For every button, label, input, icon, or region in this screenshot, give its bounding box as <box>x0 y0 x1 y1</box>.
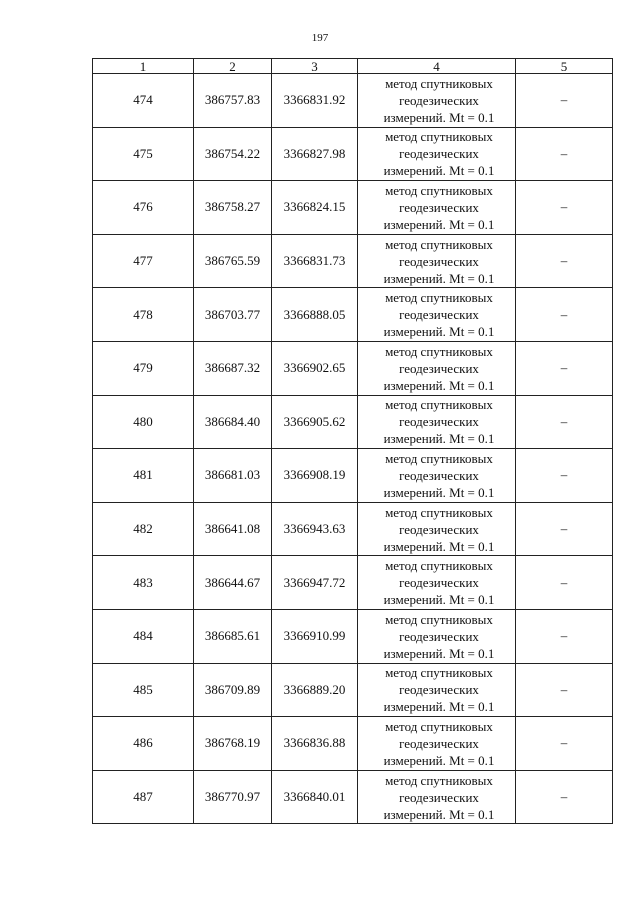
method-text-line: измерений. Mt = 0.1 <box>383 538 495 554</box>
method-text-line: метод спутниковых <box>385 75 493 91</box>
table-row <box>93 341 613 395</box>
note-cell: – <box>516 556 613 610</box>
method-text-line: метод спутниковых <box>385 772 493 788</box>
table-row <box>93 663 613 717</box>
point-number-cell: 480 <box>93 395 194 449</box>
method-text-line: метод спутниковых <box>385 343 493 359</box>
note-cell: – <box>516 288 613 342</box>
table-row <box>93 288 613 342</box>
method-cell <box>358 288 516 342</box>
method-text-line: геодезических <box>399 146 479 162</box>
x-coordinate-cell: 386754.22 <box>194 127 272 181</box>
note-cell: – <box>516 234 613 288</box>
method-text-line: геодезических <box>399 307 479 323</box>
x-coordinate-cell: 386644.67 <box>194 556 272 610</box>
point-number-cell: 487 <box>93 770 194 824</box>
point-number-cell: 475 <box>93 127 194 181</box>
method-text-line: измерений. Mt = 0.1 <box>383 752 495 768</box>
method-text-line: измерений. Mt = 0.1 <box>383 377 495 393</box>
y-coordinate-cell: 3366827.98 <box>272 127 358 181</box>
method-text-line: метод спутниковых <box>385 397 493 413</box>
method-text-line: геодезических <box>399 199 479 215</box>
y-coordinate-cell: 3366831.73 <box>272 234 358 288</box>
method-text-line: метод спутниковых <box>385 665 493 681</box>
method-text-line: метод спутниковых <box>385 182 493 198</box>
point-number-cell: 479 <box>93 341 194 395</box>
note-cell: – <box>516 609 613 663</box>
header-col-3: 3 <box>272 59 358 74</box>
method-cell <box>358 502 516 556</box>
x-coordinate-cell: 386758.27 <box>194 181 272 235</box>
coordinates-table <box>92 58 613 824</box>
method-text-line: измерений. Mt = 0.1 <box>383 431 495 447</box>
table-row <box>93 127 613 181</box>
method-text-line: измерений. Mt = 0.1 <box>383 484 495 500</box>
x-coordinate-cell: 386709.89 <box>194 663 272 717</box>
method-text-line: геодезических <box>399 253 479 269</box>
y-coordinate-cell: 3366889.20 <box>272 663 358 717</box>
method-cell <box>358 127 516 181</box>
table-row <box>93 502 613 556</box>
note-cell: – <box>516 395 613 449</box>
y-coordinate-cell: 3366947.72 <box>272 556 358 610</box>
method-text-line: метод спутниковых <box>385 504 493 520</box>
method-cell <box>358 609 516 663</box>
method-cell <box>358 74 516 128</box>
note-cell: – <box>516 127 613 181</box>
method-text-line: измерений. Mt = 0.1 <box>383 645 495 661</box>
method-text-line: геодезических <box>399 360 479 376</box>
method-text-line: геодезических <box>399 628 479 644</box>
table-row <box>93 770 613 824</box>
table-body <box>93 74 613 824</box>
method-text-line: измерений. Mt = 0.1 <box>383 806 495 822</box>
point-number-cell: 474 <box>93 74 194 128</box>
y-coordinate-cell: 3366902.65 <box>272 341 358 395</box>
table-row <box>93 556 613 610</box>
method-text-line: геодезических <box>399 521 479 537</box>
method-text-line: геодезических <box>399 575 479 591</box>
method-text-line: измерений. Mt = 0.1 <box>383 109 495 125</box>
method-text-line: метод спутниковых <box>385 236 493 252</box>
method-text-line: измерений. Mt = 0.1 <box>383 163 495 179</box>
point-number-cell: 476 <box>93 181 194 235</box>
point-number-cell: 482 <box>93 502 194 556</box>
x-coordinate-cell: 386684.40 <box>194 395 272 449</box>
table-header-row <box>93 59 613 74</box>
note-cell: – <box>516 717 613 771</box>
header-col-1: 1 <box>93 59 194 74</box>
x-coordinate-cell: 386765.59 <box>194 234 272 288</box>
point-number-cell: 485 <box>93 663 194 717</box>
point-number-cell: 483 <box>93 556 194 610</box>
table-row <box>93 395 613 449</box>
y-coordinate-cell: 3366908.19 <box>272 449 358 503</box>
method-text-line: метод спутниковых <box>385 450 493 466</box>
x-coordinate-cell: 386687.32 <box>194 341 272 395</box>
x-coordinate-cell: 386770.97 <box>194 770 272 824</box>
page-number: 197 <box>311 32 329 44</box>
x-coordinate-cell: 386757.83 <box>194 74 272 128</box>
y-coordinate-cell: 3366824.15 <box>272 181 358 235</box>
method-text-line: измерений. Mt = 0.1 <box>383 324 495 340</box>
method-text-line: геодезических <box>399 735 479 751</box>
method-text-line: метод спутниковых <box>385 290 493 306</box>
method-cell <box>358 395 516 449</box>
x-coordinate-cell: 386681.03 <box>194 449 272 503</box>
method-cell <box>358 449 516 503</box>
point-number-cell: 477 <box>93 234 194 288</box>
table-row <box>93 449 613 503</box>
note-cell: – <box>516 341 613 395</box>
y-coordinate-cell: 3366910.99 <box>272 609 358 663</box>
method-text-line: метод спутниковых <box>385 558 493 574</box>
x-coordinate-cell: 386685.61 <box>194 609 272 663</box>
header-col-2: 2 <box>194 59 272 74</box>
method-text-line: метод спутниковых <box>385 718 493 734</box>
table-row <box>93 74 613 128</box>
point-number-cell: 486 <box>93 717 194 771</box>
y-coordinate-cell: 3366888.05 <box>272 288 358 342</box>
point-number-cell: 484 <box>93 609 194 663</box>
table-row <box>93 609 613 663</box>
note-cell: – <box>516 502 613 556</box>
note-cell: – <box>516 663 613 717</box>
method-cell <box>358 234 516 288</box>
method-text-line: измерений. Mt = 0.1 <box>383 592 495 608</box>
method-text-line: геодезических <box>399 92 479 108</box>
table-row <box>93 717 613 771</box>
y-coordinate-cell: 3366836.88 <box>272 717 358 771</box>
method-cell <box>358 770 516 824</box>
point-number-cell: 481 <box>93 449 194 503</box>
method-text-line: измерений. Mt = 0.1 <box>383 216 495 232</box>
method-text-line: измерений. Mt = 0.1 <box>383 699 495 715</box>
note-cell: – <box>516 181 613 235</box>
x-coordinate-cell: 386641.08 <box>194 502 272 556</box>
method-text-line: геодезических <box>399 789 479 805</box>
method-text-line: геодезических <box>399 467 479 483</box>
method-text-line: метод спутниковых <box>385 611 493 627</box>
method-text-line: геодезических <box>399 414 479 430</box>
method-text-line: геодезических <box>399 682 479 698</box>
y-coordinate-cell: 3366943.63 <box>272 502 358 556</box>
method-cell <box>358 181 516 235</box>
note-cell: – <box>516 449 613 503</box>
x-coordinate-cell: 386768.19 <box>194 717 272 771</box>
x-coordinate-cell: 386703.77 <box>194 288 272 342</box>
header-col-4: 4 <box>358 59 516 74</box>
table-row <box>93 234 613 288</box>
method-cell <box>358 341 516 395</box>
y-coordinate-cell: 3366840.01 <box>272 770 358 824</box>
header-col-5: 5 <box>516 59 613 74</box>
method-cell <box>358 556 516 610</box>
y-coordinate-cell: 3366905.62 <box>272 395 358 449</box>
method-text-line: измерений. Mt = 0.1 <box>383 270 495 286</box>
point-number-cell: 478 <box>93 288 194 342</box>
method-text-line: метод спутниковых <box>385 129 493 145</box>
method-cell <box>358 717 516 771</box>
note-cell: – <box>516 770 613 824</box>
method-cell <box>358 663 516 717</box>
note-cell: – <box>516 74 613 128</box>
y-coordinate-cell: 3366831.92 <box>272 74 358 128</box>
table-row <box>93 181 613 235</box>
